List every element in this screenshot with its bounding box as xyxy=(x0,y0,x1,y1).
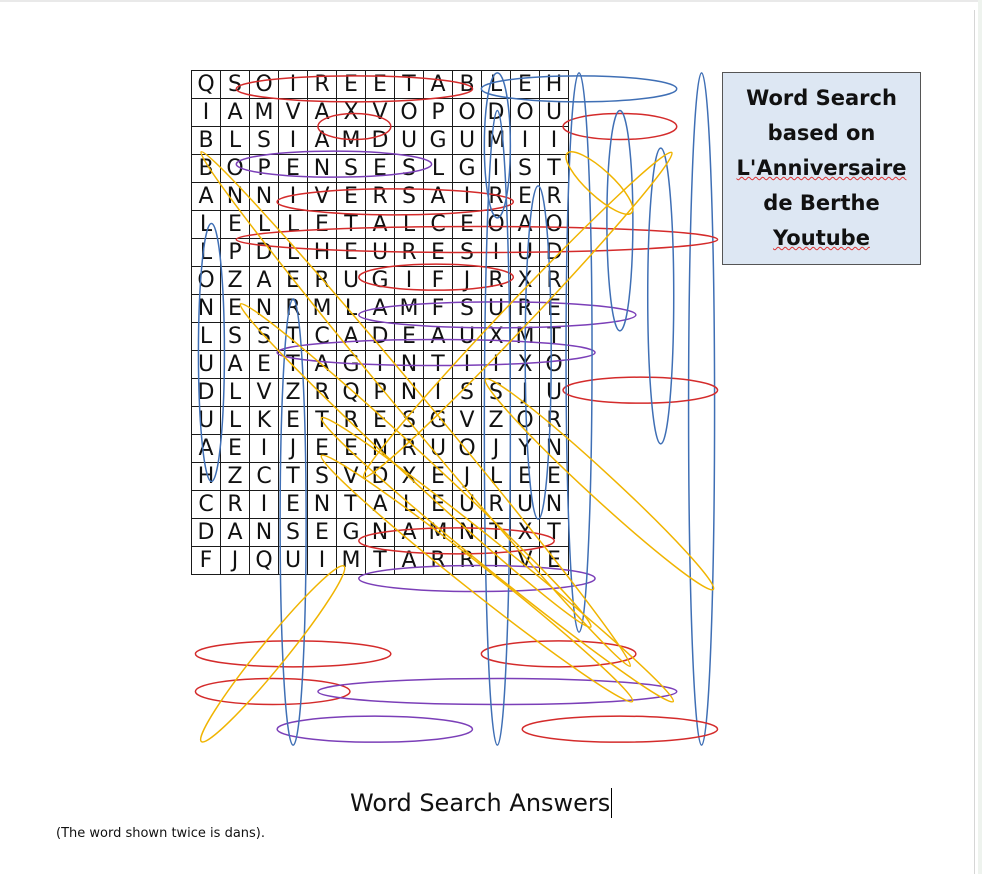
grid-cell: E xyxy=(395,323,424,351)
grid-cell: V xyxy=(453,407,482,435)
grid-row xyxy=(192,547,569,575)
grid-cell: R xyxy=(424,547,453,575)
grid-cell: U xyxy=(453,323,482,351)
grid-cell: F xyxy=(424,295,453,323)
grid-cell: E xyxy=(308,211,337,239)
grid-cell: I xyxy=(308,547,337,575)
grid-cell: R xyxy=(511,295,540,323)
grid-cell: N xyxy=(221,183,250,211)
grid-cell: L xyxy=(221,127,250,155)
page-edge xyxy=(974,10,975,874)
grid-cell: V xyxy=(250,379,279,407)
grid-cell: T xyxy=(279,323,308,351)
grid-cell: L xyxy=(424,155,453,183)
grid-cell: S xyxy=(250,323,279,351)
grid-cell: O xyxy=(250,71,279,99)
grid-cell: I xyxy=(250,435,279,463)
grid-cell: E xyxy=(337,435,366,463)
grid-cell: F xyxy=(424,267,453,295)
grid-cell: D xyxy=(366,127,395,155)
grid-cell: Y xyxy=(511,435,540,463)
grid-cell: N xyxy=(453,519,482,547)
grid-cell: A xyxy=(424,323,453,351)
answers-heading[interactable] xyxy=(350,788,612,818)
grid-cell: M xyxy=(250,99,279,127)
grid-cell: T xyxy=(424,351,453,379)
grid-cell: N xyxy=(250,519,279,547)
grid-cell: L xyxy=(482,463,511,491)
footnote: (The word shown twice is dans). xyxy=(56,826,266,841)
grid-cell: I xyxy=(453,183,482,211)
grid-cell: P xyxy=(221,239,250,267)
grid-cell: I xyxy=(482,239,511,267)
title-line-2: based on xyxy=(767,121,876,145)
grid-cell: I xyxy=(279,183,308,211)
grid-cell: A xyxy=(366,295,395,323)
grid-cell: S xyxy=(279,519,308,547)
grid-cell: R xyxy=(453,547,482,575)
grid-row xyxy=(192,183,569,211)
grid-cell: X xyxy=(511,267,540,295)
grid-cell: L xyxy=(192,211,221,239)
grid-cell: U xyxy=(453,491,482,519)
grid-cell: E xyxy=(540,547,569,575)
grid-cell: F xyxy=(192,547,221,575)
grid-cell: O xyxy=(453,435,482,463)
grid-cell: T xyxy=(540,519,569,547)
answer-loop xyxy=(522,716,717,742)
grid-cell: L xyxy=(482,71,511,99)
grid-cell: E xyxy=(540,463,569,491)
title-line-5: Youtube xyxy=(773,226,870,250)
grid-cell: S xyxy=(511,155,540,183)
answer-loop xyxy=(277,716,472,742)
grid-cell: U xyxy=(192,351,221,379)
grid-cell: D xyxy=(540,239,569,267)
grid-cell: G xyxy=(366,267,395,295)
grid-cell: I xyxy=(482,155,511,183)
grid-cell: U xyxy=(482,295,511,323)
grid-cell: N xyxy=(395,379,424,407)
grid-cell: H xyxy=(308,239,337,267)
grid-cell: R xyxy=(395,435,424,463)
grid-row xyxy=(192,491,569,519)
grid-cell: E xyxy=(511,71,540,99)
grid-cell: I xyxy=(511,127,540,155)
grid-cell: N xyxy=(395,351,424,379)
grid-cell: C xyxy=(192,491,221,519)
grid-cell: E xyxy=(308,435,337,463)
grid-cell: U xyxy=(279,547,308,575)
grid-row xyxy=(192,211,569,239)
answer-loop xyxy=(318,679,677,705)
grid-cell: R xyxy=(366,183,395,211)
grid-cell: Z xyxy=(221,267,250,295)
grid-cell: E xyxy=(366,155,395,183)
grid-cell: E xyxy=(279,407,308,435)
grid-cell: A xyxy=(366,211,395,239)
grid-cell: U xyxy=(540,379,569,407)
grid-cell: B xyxy=(453,71,482,99)
grid-cell: E xyxy=(453,211,482,239)
grid-cell: U xyxy=(366,239,395,267)
grid-cell: H xyxy=(192,463,221,491)
grid-cell: A xyxy=(192,435,221,463)
grid-cell: I xyxy=(279,127,308,155)
grid-cell: L xyxy=(395,211,424,239)
grid-cell: R xyxy=(308,267,337,295)
grid-cell: J xyxy=(511,379,540,407)
grid-cell: J xyxy=(453,463,482,491)
grid-cell: S xyxy=(395,407,424,435)
grid-cell: T xyxy=(366,547,395,575)
grid-cell: R xyxy=(482,183,511,211)
grid-cell: O xyxy=(221,155,250,183)
grid-cell: S xyxy=(221,323,250,351)
grid-cell: L xyxy=(250,211,279,239)
grid-cell: O xyxy=(540,351,569,379)
grid-cell: A xyxy=(221,99,250,127)
grid-row xyxy=(192,435,569,463)
grid-cell: T xyxy=(482,519,511,547)
grid-cell: O xyxy=(453,99,482,127)
grid-cell: I xyxy=(540,127,569,155)
grid-cell: I xyxy=(424,379,453,407)
grid-cell: E xyxy=(540,295,569,323)
grid-row xyxy=(192,379,569,407)
grid-cell: N xyxy=(540,491,569,519)
grid-cell: C xyxy=(424,211,453,239)
grid-cell: L xyxy=(279,211,308,239)
grid-cell: T xyxy=(279,351,308,379)
grid-cell: D xyxy=(192,379,221,407)
grid-cell: J xyxy=(482,435,511,463)
grid-cell: O xyxy=(540,211,569,239)
grid-cell: P xyxy=(424,99,453,127)
grid-cell: T xyxy=(337,211,366,239)
grid-cell: G xyxy=(453,155,482,183)
grid-cell: S xyxy=(308,463,337,491)
grid-cell: R xyxy=(395,239,424,267)
answer-loop xyxy=(191,558,354,748)
grid-cell: Q xyxy=(337,379,366,407)
grid-cell: E xyxy=(308,519,337,547)
grid-cell: M xyxy=(511,323,540,351)
grid-cell: L xyxy=(192,323,221,351)
grid-cell: E xyxy=(221,435,250,463)
grid-cell: E xyxy=(337,239,366,267)
grid-cell: C xyxy=(250,463,279,491)
grid-cell: Q xyxy=(250,547,279,575)
grid-cell: I xyxy=(192,99,221,127)
grid-cell: A xyxy=(308,99,337,127)
grid-cell: V xyxy=(279,99,308,127)
grid-cell: I xyxy=(279,71,308,99)
grid-cell: O xyxy=(511,99,540,127)
grid-cell: E xyxy=(279,267,308,295)
grid-cell: G xyxy=(424,407,453,435)
grid-cell: U xyxy=(511,491,540,519)
grid-cell: E xyxy=(279,491,308,519)
grid-cell: O xyxy=(395,99,424,127)
grid-cell: O xyxy=(511,407,540,435)
grid-cell: M xyxy=(482,127,511,155)
grid-cell: R xyxy=(308,379,337,407)
answers-heading-text: Word Search Answers xyxy=(350,789,611,817)
grid-cell: U xyxy=(424,435,453,463)
grid-cell: M xyxy=(395,295,424,323)
grid-cell: A xyxy=(424,183,453,211)
answer-loop xyxy=(689,73,715,745)
grid-cell: G xyxy=(337,351,366,379)
answer-loop xyxy=(607,111,633,331)
grid-cell: M xyxy=(424,519,453,547)
grid-cell: L xyxy=(221,379,250,407)
grid-cell: T xyxy=(540,155,569,183)
grid-cell: X xyxy=(511,519,540,547)
grid-cell: E xyxy=(366,407,395,435)
grid-cell: I xyxy=(453,351,482,379)
grid-cell: L xyxy=(395,491,424,519)
grid-cell: N xyxy=(250,183,279,211)
grid-cell: S xyxy=(250,127,279,155)
answer-loop xyxy=(566,73,592,632)
grid-cell: A xyxy=(395,519,424,547)
grid-cell: A xyxy=(337,323,366,351)
grid-row xyxy=(192,71,569,99)
grid-cell: I xyxy=(482,547,511,575)
grid-cell: M xyxy=(337,127,366,155)
grid-cell: Z xyxy=(279,379,308,407)
grid-cell: R xyxy=(482,267,511,295)
page-margin-strip xyxy=(978,0,982,874)
title-line-3: L'Anniversaire xyxy=(736,156,907,180)
answer-loop xyxy=(648,148,674,444)
grid-cell: V xyxy=(337,463,366,491)
grid-cell: D xyxy=(482,99,511,127)
grid-cell: A xyxy=(511,211,540,239)
grid-cell: S xyxy=(482,379,511,407)
grid-cell: S xyxy=(221,71,250,99)
grid-cell: L xyxy=(279,239,308,267)
grid-cell: E xyxy=(221,211,250,239)
grid-cell: S xyxy=(453,239,482,267)
grid-cell: A xyxy=(221,351,250,379)
grid-row xyxy=(192,407,569,435)
grid-cell: A xyxy=(221,519,250,547)
grid-cell: U xyxy=(511,239,540,267)
grid-cell: E xyxy=(337,183,366,211)
grid-cell: R xyxy=(482,491,511,519)
top-border-line xyxy=(0,0,982,2)
title-line-4: de Berthe xyxy=(763,191,880,215)
grid-cell: R xyxy=(540,183,569,211)
grid-cell: I xyxy=(395,267,424,295)
grid-cell: E xyxy=(337,71,366,99)
grid-cell: M xyxy=(308,295,337,323)
grid-cell: O xyxy=(192,267,221,295)
grid-cell: P xyxy=(250,155,279,183)
grid-cell: P xyxy=(366,379,395,407)
grid-cell: E xyxy=(424,491,453,519)
text-cursor xyxy=(611,788,612,818)
grid-cell: E xyxy=(511,183,540,211)
grid-row xyxy=(192,295,569,323)
grid-cell: L xyxy=(337,295,366,323)
grid-cell: G xyxy=(424,127,453,155)
answer-loop xyxy=(563,114,677,140)
grid-cell: U xyxy=(395,127,424,155)
grid-row xyxy=(192,267,569,295)
grid-cell: V xyxy=(511,547,540,575)
grid-cell: I xyxy=(366,351,395,379)
grid-cell: T xyxy=(395,71,424,99)
grid-cell: E xyxy=(366,71,395,99)
answer-loop xyxy=(563,377,718,403)
grid-cell: D xyxy=(192,519,221,547)
grid-cell: Z xyxy=(221,463,250,491)
grid-cell: J xyxy=(453,267,482,295)
grid-cell: R xyxy=(540,267,569,295)
grid-cell: D xyxy=(250,239,279,267)
grid-cell: A xyxy=(250,267,279,295)
grid-cell: S xyxy=(395,183,424,211)
grid-cell: L xyxy=(192,239,221,267)
grid-row xyxy=(192,239,569,267)
grid-cell: J xyxy=(279,435,308,463)
grid-cell: N xyxy=(308,155,337,183)
grid-row xyxy=(192,351,569,379)
answer-loop xyxy=(558,144,640,222)
grid-cell: J xyxy=(221,547,250,575)
grid-cell: E xyxy=(279,155,308,183)
grid-cell: N xyxy=(540,435,569,463)
grid-cell: R xyxy=(221,491,250,519)
grid-cell: T xyxy=(279,463,308,491)
grid-cell: E xyxy=(424,239,453,267)
grid-cell: A xyxy=(308,351,337,379)
grid-cell: H xyxy=(540,71,569,99)
answer-loop xyxy=(481,641,636,667)
answer-loop xyxy=(195,679,350,705)
grid-cell: V xyxy=(308,183,337,211)
grid-cell: V xyxy=(366,99,395,127)
grid-row xyxy=(192,519,569,547)
grid-cell: T xyxy=(540,323,569,351)
grid-cell: D xyxy=(366,323,395,351)
grid-cell: S xyxy=(453,295,482,323)
grid-cell: N xyxy=(366,519,395,547)
grid-cell: I xyxy=(250,491,279,519)
grid-cell: I xyxy=(482,351,511,379)
grid-cell: Q xyxy=(192,71,221,99)
grid-cell: N xyxy=(308,491,337,519)
grid-cell: E xyxy=(250,351,279,379)
grid-row xyxy=(192,463,569,491)
grid-cell: B xyxy=(192,127,221,155)
grid-cell: U xyxy=(192,407,221,435)
grid-cell: E xyxy=(511,463,540,491)
grid-row xyxy=(192,323,569,351)
grid-cell: D xyxy=(366,463,395,491)
grid-cell: U xyxy=(453,127,482,155)
grid-cell: E xyxy=(424,463,453,491)
grid-cell: L xyxy=(221,407,250,435)
title-box xyxy=(722,72,921,265)
grid-cell: T xyxy=(337,491,366,519)
grid-cell: X xyxy=(511,351,540,379)
grid-row xyxy=(192,99,569,127)
grid-cell: A xyxy=(192,183,221,211)
grid-cell: N xyxy=(192,295,221,323)
grid-cell: S xyxy=(453,379,482,407)
grid-cell: X xyxy=(482,323,511,351)
grid-cell: A xyxy=(424,71,453,99)
grid-cell: S xyxy=(395,155,424,183)
grid-cell: A xyxy=(308,127,337,155)
grid-cell: K xyxy=(250,407,279,435)
grid-cell: O xyxy=(482,211,511,239)
grid-cell: U xyxy=(337,267,366,295)
grid-cell: Z xyxy=(482,407,511,435)
grid-cell: S xyxy=(337,155,366,183)
grid-row xyxy=(192,127,569,155)
grid-cell: R xyxy=(337,407,366,435)
grid-row xyxy=(192,155,569,183)
grid-cell: T xyxy=(308,407,337,435)
grid-cell: R xyxy=(308,71,337,99)
grid-cell: N xyxy=(366,435,395,463)
grid-cell: B xyxy=(192,155,221,183)
grid-cell: X xyxy=(337,99,366,127)
grid-cell: A xyxy=(366,491,395,519)
grid-cell: G xyxy=(337,519,366,547)
grid-cell: M xyxy=(337,547,366,575)
grid-cell: C xyxy=(308,323,337,351)
grid-cell: R xyxy=(540,407,569,435)
title-line-1: Word Search xyxy=(746,86,897,110)
grid-cell: U xyxy=(540,99,569,127)
grid-cell: A xyxy=(395,547,424,575)
grid-cell: E xyxy=(221,295,250,323)
grid-cell: N xyxy=(250,295,279,323)
answer-loop xyxy=(195,641,390,667)
grid-cell: R xyxy=(279,295,308,323)
word-search-grid xyxy=(191,70,569,575)
grid-cell: X xyxy=(395,463,424,491)
